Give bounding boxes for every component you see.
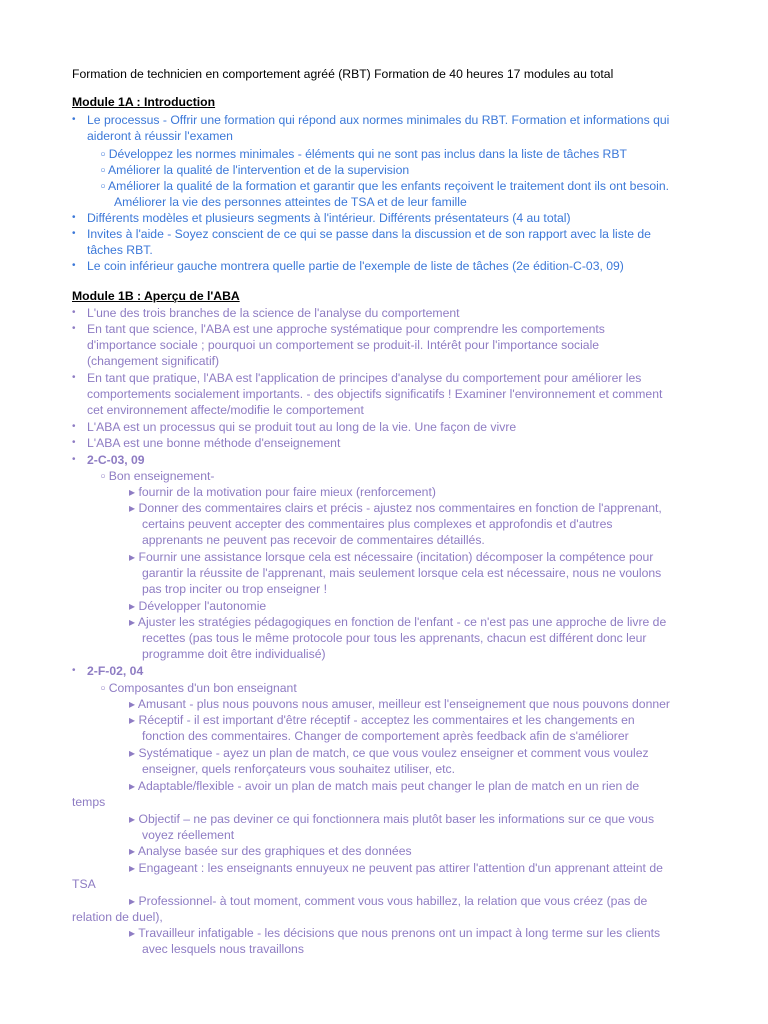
sub-bullet-icon: ▫ [101, 163, 109, 177]
arrow-bullet-icon: ▸ [129, 501, 139, 515]
bon-item-3-cont-1: garantir la réussite de l'apprenant, mais seulement lorsque cela est nécessaire, nous ne voulons [142, 566, 662, 580]
bullet-icon: • [72, 421, 76, 432]
bullet-icon: • [72, 114, 76, 125]
comp-item-6: ▸ Analyse basée sur des graphiques et des données [129, 844, 412, 858]
module-1b-item-1: L'une des trois branches de la science de l'analyse du comportement [87, 306, 460, 320]
module-1b-item-5: L'ABA est une bonne méthode d'enseignement [87, 436, 341, 450]
arrow-bullet-icon: ▸ [129, 894, 139, 908]
bon-item-5-cont-2: programme doit être individualisé) [142, 647, 326, 661]
module-1b-item-2-line-1: En tant que science, l'ABA est une approche systématique pour comprendre les comportements [87, 322, 605, 336]
module-1b-item-2-line-3: (changement significatif) [87, 354, 220, 368]
sub-bullet-icon: ▫ [101, 179, 109, 193]
bullet-icon: • [72, 228, 76, 239]
sub-bullet-icon: ▫ [101, 681, 109, 695]
bullet-icon: • [72, 454, 76, 465]
bon-item-2: ▸ Donner des commentaires clairs et précis - ajustez nos commentaires en fonction de l'apprenant, [129, 501, 662, 515]
comp-item-8-wrap: relation de duel), [72, 910, 163, 924]
comp-item-2: ▸ Réceptif - il est important d'être réceptif - acceptez les commentaires et les changements en [129, 713, 635, 727]
bullet-icon: • [72, 665, 76, 676]
bon-item-5: ▸ Ajuster les stratégies pédagogiques en fonction de l'enfant - ce n'est pas une approche de livre de [129, 615, 667, 629]
comp-item-4-wrap: temps [72, 795, 106, 809]
bullet-icon: • [72, 212, 76, 223]
comp-item-3: ▸ Systématique - ayez un plan de match, ce que vous voulez enseigner et comment vous voulez [129, 746, 649, 760]
sub-bullet-icon: ▫ [101, 469, 109, 483]
comp-item-5: ▸ Objectif – ne pas deviner ce qui fonctionnera mais plutôt baser les informations sur ce que vous [129, 812, 655, 826]
arrow-bullet-icon: ▸ [129, 812, 139, 826]
module-1b-item-2-line-2: d'importance sociale ; pourquoi un comportement se produit-il. Intérêt pour l'importance sociale [87, 338, 600, 352]
module-1a-item-3-line-2: tâches RBT. [87, 243, 153, 257]
arrow-bullet-icon: ▸ [129, 844, 138, 858]
section-code-2f: 2-F-02, 04 [87, 664, 144, 678]
bon-enseignement-label: ▫ Bon enseignement- [101, 469, 215, 483]
arrow-bullet-icon: ▸ [129, 697, 138, 711]
section-code-2c: 2-C-03, 09 [87, 453, 145, 467]
bullet-icon: • [72, 372, 76, 383]
module-1a-sub-1: ▫ Développez les normes minimales - éléments qui ne sont pas inclus dans la liste de tâches RBT [101, 147, 627, 161]
arrow-bullet-icon: ▸ [129, 779, 138, 793]
module-1a-item-1-line-1: Le processus - Offrir une formation qui répond aux normes minimales du RBT. Formation et informations qui [87, 113, 670, 127]
comp-item-7: ▸ Engageant : les enseignants ennuyeux ne peuvent pas attirer l'attention d'un apprenant atteint de [129, 861, 663, 875]
module-1a-item-3-line-1: Invites à l'aide - Soyez conscient de ce qui se passe dans la discussion et de son rapport avec la liste de [87, 227, 651, 241]
arrow-bullet-icon: ▸ [129, 550, 139, 564]
comp-item-3-cont: enseigner, quels renforçateurs vous souhaitez utiliser, etc. [142, 762, 455, 776]
comp-item-2-cont: fonction des commentaires. Changer de comportement après feedback afin de s'améliorer [142, 729, 629, 743]
bullet-icon: • [72, 437, 76, 448]
sub-bullet-icon: ▫ [101, 147, 109, 161]
bon-item-2-cont-2: apprenants ne peuvent pas recevoir de commentaires détaillés. [142, 533, 485, 547]
bon-item-3: ▸ Fournir une assistance lorsque cela est nécessaire (incitation) décomposer la compétence pour [129, 550, 654, 564]
module-1b-heading: Module 1B : Aperçu de l'ABA [72, 289, 240, 303]
module-1a-item-2: Différents modèles et plusieurs segments à l'intérieur. Différents présentateurs (4 au total) [87, 211, 571, 225]
document-title: Formation de technicien en comportement agréé (RBT) Formation de 40 heures 17 modules au total [72, 67, 614, 81]
comp-item-4: ▸ Adaptable/flexible - avoir un plan de match mais peut changer le plan de match en un rien de [129, 779, 640, 793]
module-1a-heading: Module 1A : Introduction [72, 95, 216, 109]
arrow-bullet-icon: ▸ [129, 485, 139, 499]
comp-item-1: ▸ Amusant - plus nous pouvons nous amuser, meilleur est l'enseignement que nous pouvons donner [129, 697, 670, 711]
arrow-bullet-icon: ▸ [129, 599, 139, 613]
module-1b-item-4: L'ABA est un processus qui se produit tout au long de la vie. Une façon de vivre [87, 420, 517, 434]
module-1b-item-3-line-3: cet environnement affecte/modifie le comportement [87, 403, 364, 417]
bon-item-4: ▸ Développer l'autonomie [129, 599, 267, 613]
module-1a-item-4: Le coin inférieur gauche montrera quelle partie de l'exemple de liste de tâches (2e édition-C-03, 09) [87, 259, 624, 273]
module-1b-item-3-line-2: comportements socialement importants. - des objectifs significatifs ! Examiner l'environnement et comment [87, 387, 663, 401]
module-1a-item-1-line-2: aideront à réussir l'examen [87, 129, 233, 143]
comp-item-7-wrap: TSA [72, 877, 96, 891]
arrow-bullet-icon: ▸ [129, 746, 139, 760]
module-1b-item-3-line-1: En tant que pratique, l'ABA est l'application de principes d'analyse du comportement pour améliorer les [87, 371, 642, 385]
arrow-bullet-icon: ▸ [129, 926, 139, 940]
module-1a-sub-2: ▫ Améliorer la qualité de l'intervention et de la supervision [101, 163, 410, 177]
bon-item-5-cont-1: recettes (pas tous le même protocole pour tous les apprenants, chacun est différent donc leur [142, 631, 647, 645]
bullet-icon: • [72, 307, 76, 318]
arrow-bullet-icon: ▸ [129, 861, 139, 875]
arrow-bullet-icon: ▸ [129, 713, 139, 727]
composantes-label: ▫ Composantes d'un bon enseignant [101, 681, 297, 695]
comp-item-5-cont: voyez réellement [142, 828, 235, 842]
arrow-bullet-icon: ▸ [129, 615, 138, 629]
bon-item-2-cont-1: certains peuvent accepter des commentaires plus complexes et approfondis et d'autres [142, 517, 613, 531]
bon-item-1: ▸ fournir de la motivation pour faire mieux (renforcement) [129, 485, 436, 499]
bullet-icon: • [72, 260, 76, 271]
bon-item-3-cont-2: pas trop inciter ou trop enseigner ! [142, 582, 327, 596]
module-1a-sub-3-cont: Améliorer la vie des personnes atteintes de TSA et de leur famille [114, 195, 467, 209]
module-1a-sub-3: ▫ Améliorer la qualité de la formation et garantir que les enfants reçoivent le traitement dont ils ont besoin. [101, 179, 669, 193]
comp-item-9-cont: avec lesquels nous travaillons [142, 942, 304, 956]
bullet-icon: • [72, 323, 76, 334]
comp-item-8: ▸ Professionnel- à tout moment, comment vous vous habillez, la relation que vous créez (pas de [129, 894, 648, 908]
comp-item-9: ▸ Travailleur infatigable - les décisions que nous prenons ont un impact à long terme sur les clients [129, 926, 661, 940]
